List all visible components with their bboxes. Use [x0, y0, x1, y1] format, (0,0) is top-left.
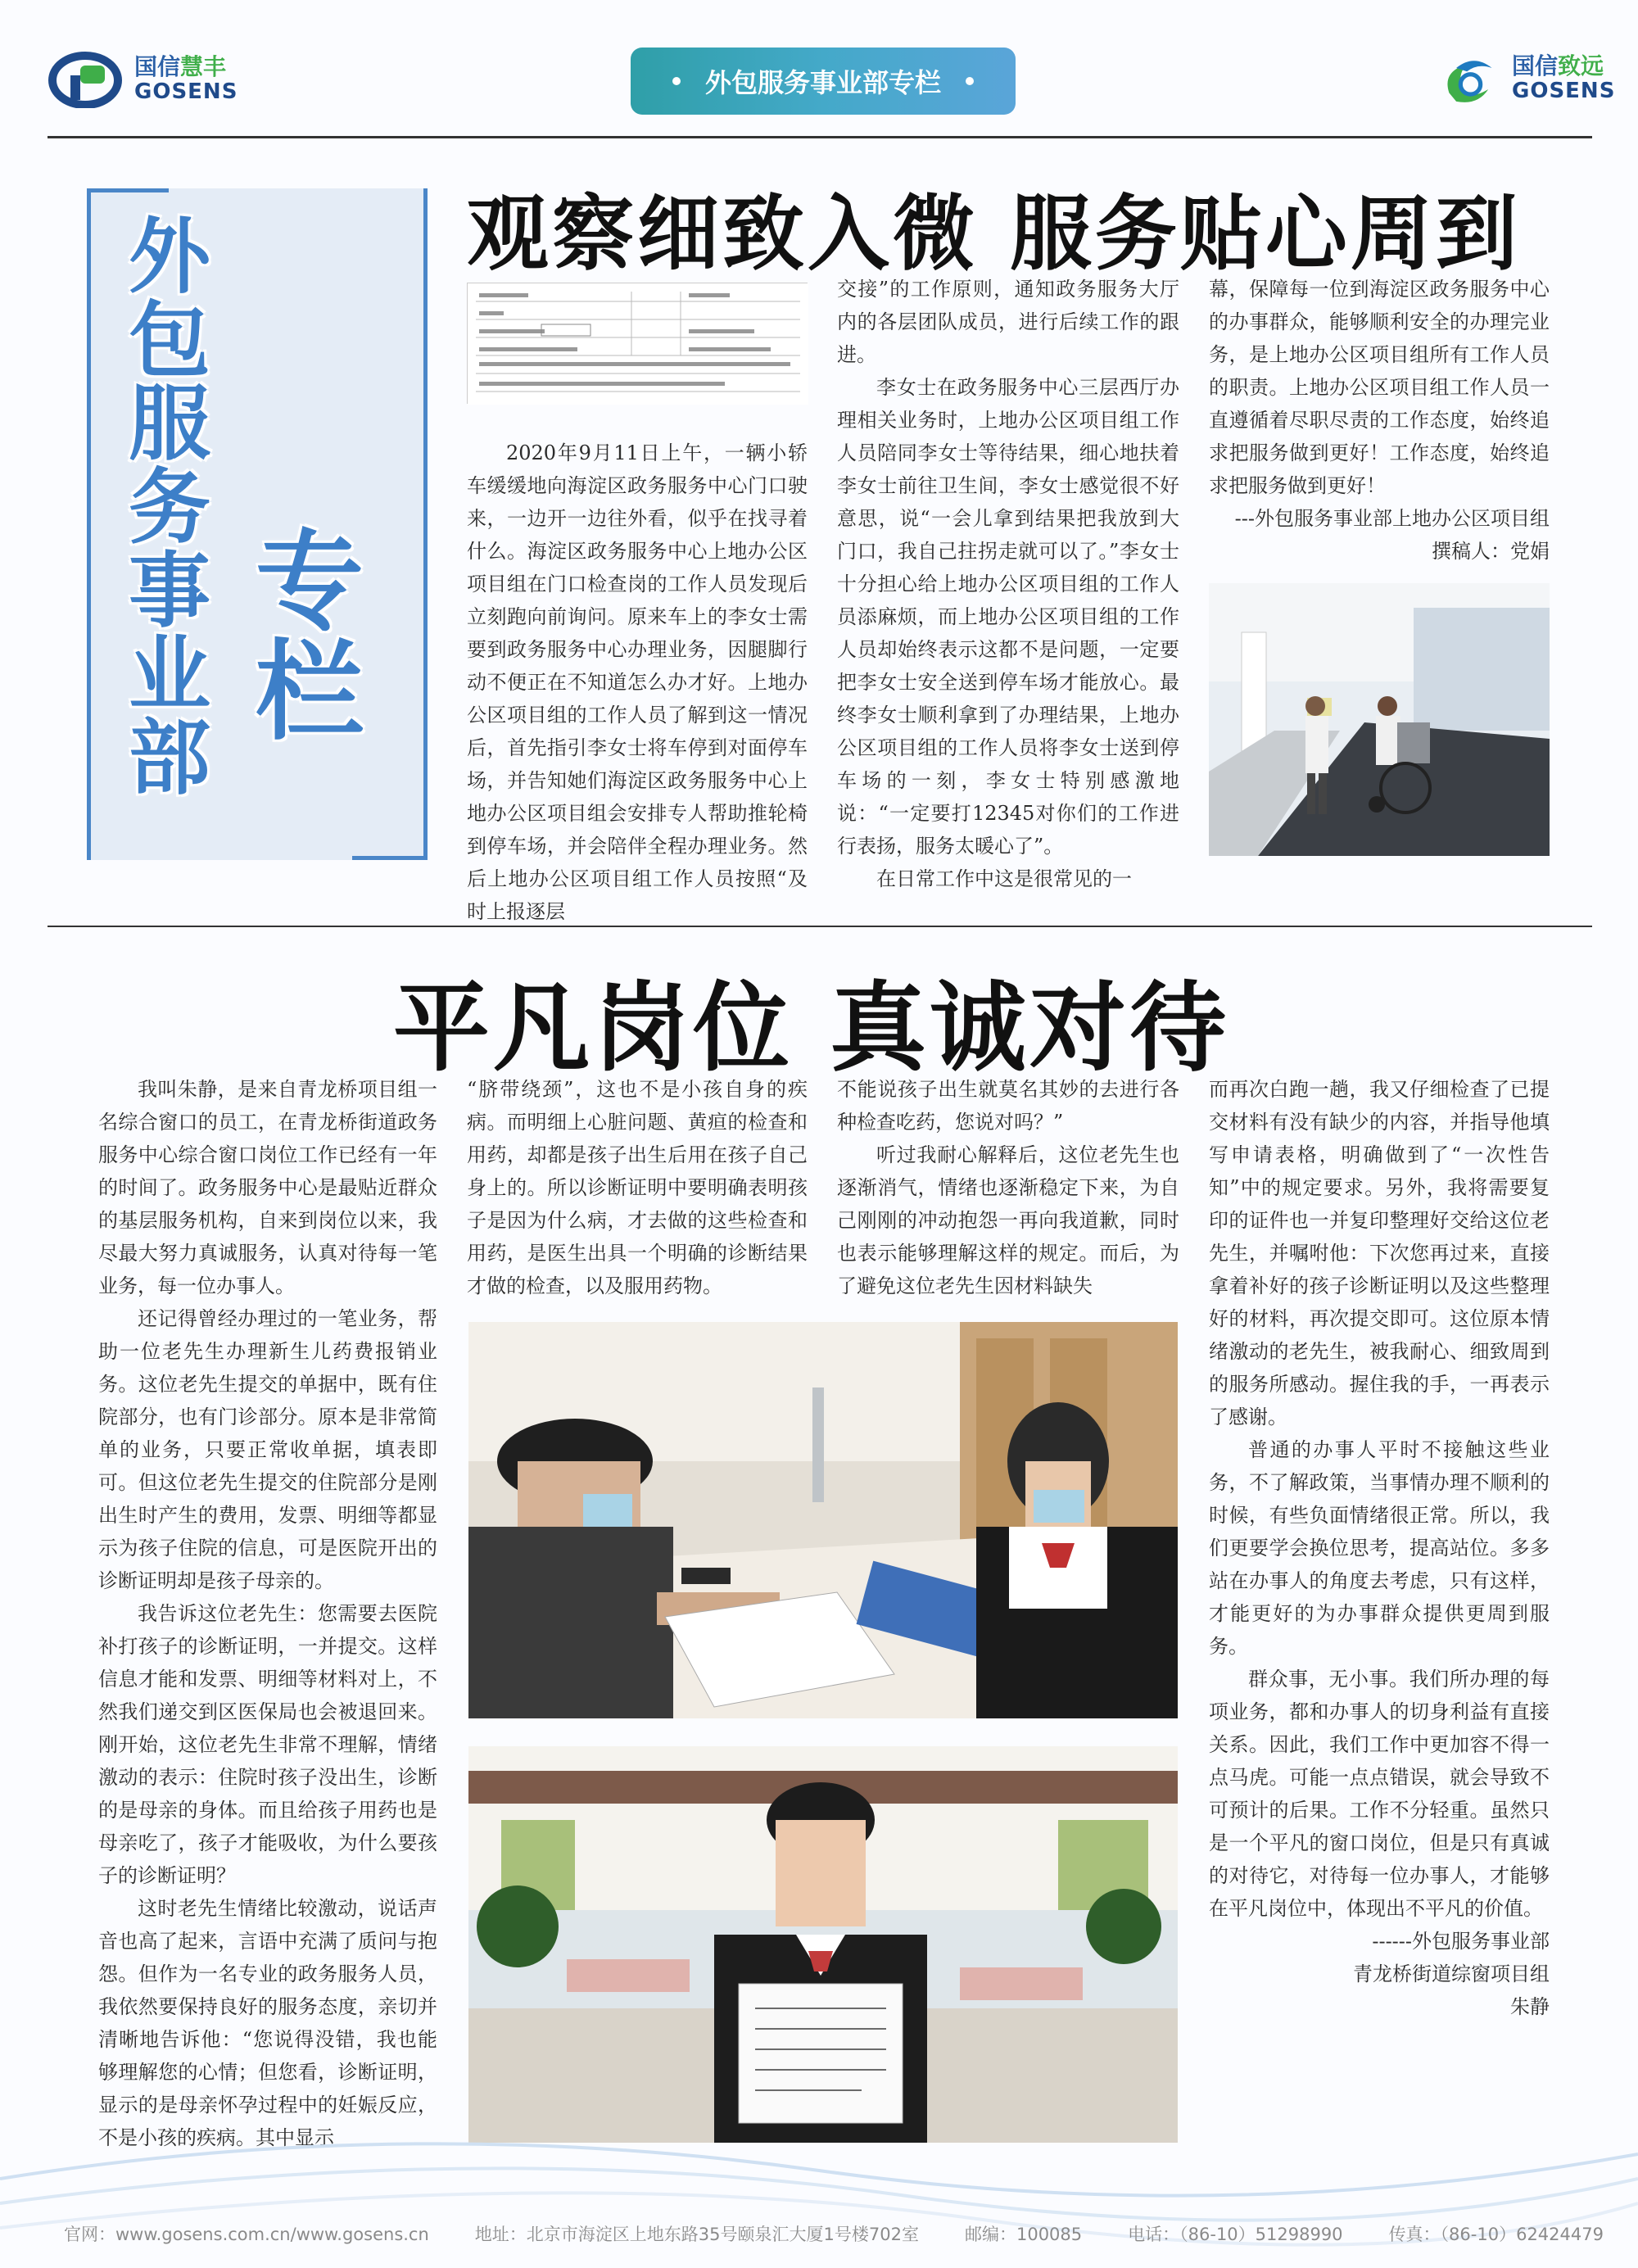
logo-left-cn-a: 国信 [134, 52, 181, 80]
article2-column-1 [98, 1073, 437, 2154]
gosens-logo-icon [48, 51, 123, 108]
article2-paragraph: 而再次白跑一趟，我又仔细检查了已提交材料有没有缺少的内容，并指导他填写申请表格，明确做到了“一次性告知”中的规定要求。另外，我将需要复印的证件也一并复印整理好交给这位老先生，并嘱咐他：下次您再过来，直接拿着补好的孩子诊断证明以及这些整理好的材料，再次提交即可。这位原本情绪激动的老先生，被我耐心、细致周到的服务所感动。握住我的手，一再表示了感谢。 [1209, 1078, 1550, 1428]
gosens-swirl-logo-icon [1435, 48, 1500, 110]
logo-right-cn-b: 致远 [1558, 52, 1604, 79]
article2-paragraph: 群众事，无小事。我们所办理的每项业务，都和办事人的切身利益有直接关系。因此，我们工作中更加容不得一点马虎。可能一点点错误，就会导致不可预计的后果。工作不分轻重。虽然只是一个平凡的窗口岗位，但是只有真诚的对待它，对待每一位办事人，才能够在平凡岗位中，体现出不平凡的价值。 [1209, 1668, 1550, 1920]
article2-paragraph: 听过我耐心解释后，这位老先生也逐渐消气，情绪也逐渐稳定下来，为自己刚刚的冲动抱怨一再向我道歉，同时也表示能够理解这样的规定。而后，为了避免这位老先生因材料缺失 [837, 1143, 1179, 1297]
footer-zip: 邮编：100085 [964, 2225, 1083, 2244]
footer-phone: 电话：（86-10）51298990 [1128, 2225, 1343, 2244]
article2-byline-dept: ------外包服务事业部 [1372, 1930, 1550, 1953]
column-banner [631, 48, 1016, 115]
article2-paragraph: 这时老先生情绪比较激动，说话声音也高了起来，言语中充满了质问与抱怨。但作为一名专业的政务服务人员，我依然要保持良好的服务态度，亲切并清晰地告诉他：“您说得没错，我也能够理解您的心情；但您看，诊断证明，显示的是母亲怀孕过程中的妊娠反应，不是小孩的疾病。其中显示 [98, 1897, 437, 2149]
article1-column-2 [837, 273, 1179, 895]
header-rule [48, 136, 1592, 138]
article1-paragraph: 李女士在政务服务中心三层西厅办理相关业务时，上地办公区项目组工作人员陪同李女士等待结果，细心地扶着李女士前往卫生间，李女士感觉很不好意思，说“一会儿拿到结果把我放到大门口，我自己拄拐走就可以了。”李女士十分担心给上地办公区项目组的工作人员添麻烦，而上地办公区项目组的工作人员却始终表示这都不是问题，一定要把李女士安全送到停车场才能放心。最终李女士顺利拿到了办理结果，上地办公区项目组的工作人员将李女士送到停车场的一刻，李女士特别感激地说：“一定要打12345对你们的工作进行表扬，服务太暖心了”。 [837, 376, 1179, 858]
banner-dot-left [672, 77, 681, 85]
article2-paragraph: “脐带绕颈”，这也不是小孩自身的疾病。而明细上心脏问题、黄疸的检查和用药，却都是孩子出生后用在孩子自己身上的。所以诊断证明中要明确表明孩子是因为什么病，才去做的这些检查和用药，是医生出具一个明确的诊断结果才做的检查，以及服用药物。 [467, 1078, 808, 1297]
article2-paragraph: 我叫朱静，是来自青龙桥项目组一名综合窗口的员工，在青龙桥街道政务服务中心综合窗口岗位工作已经有一年的时间了。政务服务中心是最贴近群众的基层服务机构，自来到岗位以来，我尽最大努力真诚服务，认真对待每一笔业务，每一位办事人。 [98, 1078, 437, 1297]
article1-paragraph: 幕，保障每一位到海淀区政务服务中心的办事群众，能够顺利安全的办理完业务，是上地办公区项目组所有工作人员的职责。上地办公区项目组工作人员一直遵循着尽职尽责的工作态度，始终追求把服务做到更好！工作态度，始终追求把服务做到更好！ [1209, 278, 1550, 497]
section-rule [48, 926, 1592, 927]
banner-title: 外包服务事业部专栏 [704, 67, 941, 98]
article2-column-4 [1209, 1073, 1550, 2023]
article1-paragraph: 在日常工作中这是很常见的一 [876, 867, 1132, 890]
article1-byline-author: 撰稿人：党娟 [1432, 540, 1550, 563]
sidebar-main-title: 外包服务事业部 [115, 213, 210, 798]
logo-right-cn-a: 国信 [1512, 52, 1559, 79]
hall-wheelchair-photo [1209, 583, 1550, 856]
article2-paragraph: 不能说孩子出生就莫名其妙的去进行各种检查吃药，您说对吗？” [837, 1078, 1179, 1134]
footer-fax: 传真：（86-10）62424479 [1388, 2225, 1604, 2244]
sidebar-border [352, 856, 428, 860]
article2-byline-author: 朱静 [1510, 1995, 1550, 2018]
sidebar-border [87, 188, 169, 192]
logo-right [1435, 48, 1615, 110]
service-window-photo [468, 1322, 1178, 1718]
article2-paragraph: 我告诉这位老先生：您需要去医院补打孩子的诊断证明，一并提交。这样信息才能和发票、明细等材料对上，不然我们递交到区医保局也会被退回来。刚开始，这位老先生非常不理解，情绪激动的表示：住院时孩子没出生，诊断的是母亲的身体。而且给孩子用药也是母亲吃了，孩子才能吸收，为什么要孩子的诊断证明？ [98, 1602, 437, 1887]
footer-address: 地址：北京市海淀区上地东路35号颐泉汇大厦1号楼702室 [474, 2225, 919, 2244]
footer-website-link[interactable]: 官网：www.gosens.com.cn/www.gosens.cn [64, 2225, 429, 2244]
article2-byline-team: 青龙桥街道综窗项目组 [1353, 1962, 1550, 1985]
article2-title: 平凡岗位 真诚对待 [393, 971, 1230, 1084]
article1-paragraph: 2020年9月11日上午，一辆小轿车缓缓地向海淀区政务服务中心门口驶来，一边开一边往外看，似乎在找寻着什么。海淀区政务服务中心上地办公区项目组在门口检查岗的工作人员发现后立刻跑向前询问。原来车上的李女士需要到政务服务中心办理业务，因腿脚行动不便正在不知道怎么办才好。上地办公区项目组的工作人员了解到这一情况后，首先指引李女士将车停到对面停车场，并告知她们海淀区政务服务中心上地办公区项目组会安排专人帮助推轮椅到停车场，并会陪伴全程办理业务。然后上地办公区项目组工作人员按照“及时上报逐层 [467, 441, 808, 923]
article2-paragraph: 普通的办事人平时不接触这些业务，不了解政策，当事情办理不顺利的时候，有些负面情绪很正常。所以，我们更要学会换位思考，提高站位。多多站在办事人的角度去考虑，只有这样，才能更好的为办事群众提供更周到服务。 [1209, 1438, 1550, 1658]
article1-title: 观察细致入微 服务贴心周到 [467, 185, 1521, 282]
article2-column-3 [837, 1073, 1179, 1302]
banner-dot-right [966, 77, 974, 85]
article1-column-1 [467, 437, 808, 928]
article2-paragraph: 还记得曾经办理过的一笔业务，帮助一位老先生办理新生儿药费报销业务。这位老先生提交的单据中，既有住院部分，也有门诊部分。原本是非常简单的业务，只要正常收单据，填表即可。但这位老先生提交的住院部分是刚出生时产生的费用，发票、明细等都显示为孩子住院的信息，可是医院开出的诊断证明却是孩子母亲的。 [98, 1307, 437, 1592]
sidebar-border [87, 188, 91, 860]
footer [64, 2221, 1604, 2246]
document-scan-image [467, 283, 808, 404]
logo-left [48, 51, 238, 108]
article2-column-2 [467, 1073, 808, 1302]
article1-column-3 [1209, 273, 1550, 568]
logo-right-en: GOSENS [1512, 79, 1616, 104]
logo-left-cn-b: 慧丰 [180, 52, 227, 80]
article1-paragraph: 交接”的工作原则，通知政务服务大厅内的各层团队成员，进行后续工作的跟进。 [837, 278, 1179, 366]
article1-byline-team: ---外包服务事业部上地办公区项目组 [1234, 507, 1550, 530]
logo-left-en: GOSENS [134, 79, 238, 105]
sidebar-sub-title: 专栏 [237, 524, 363, 744]
sidebar-border [423, 188, 428, 860]
